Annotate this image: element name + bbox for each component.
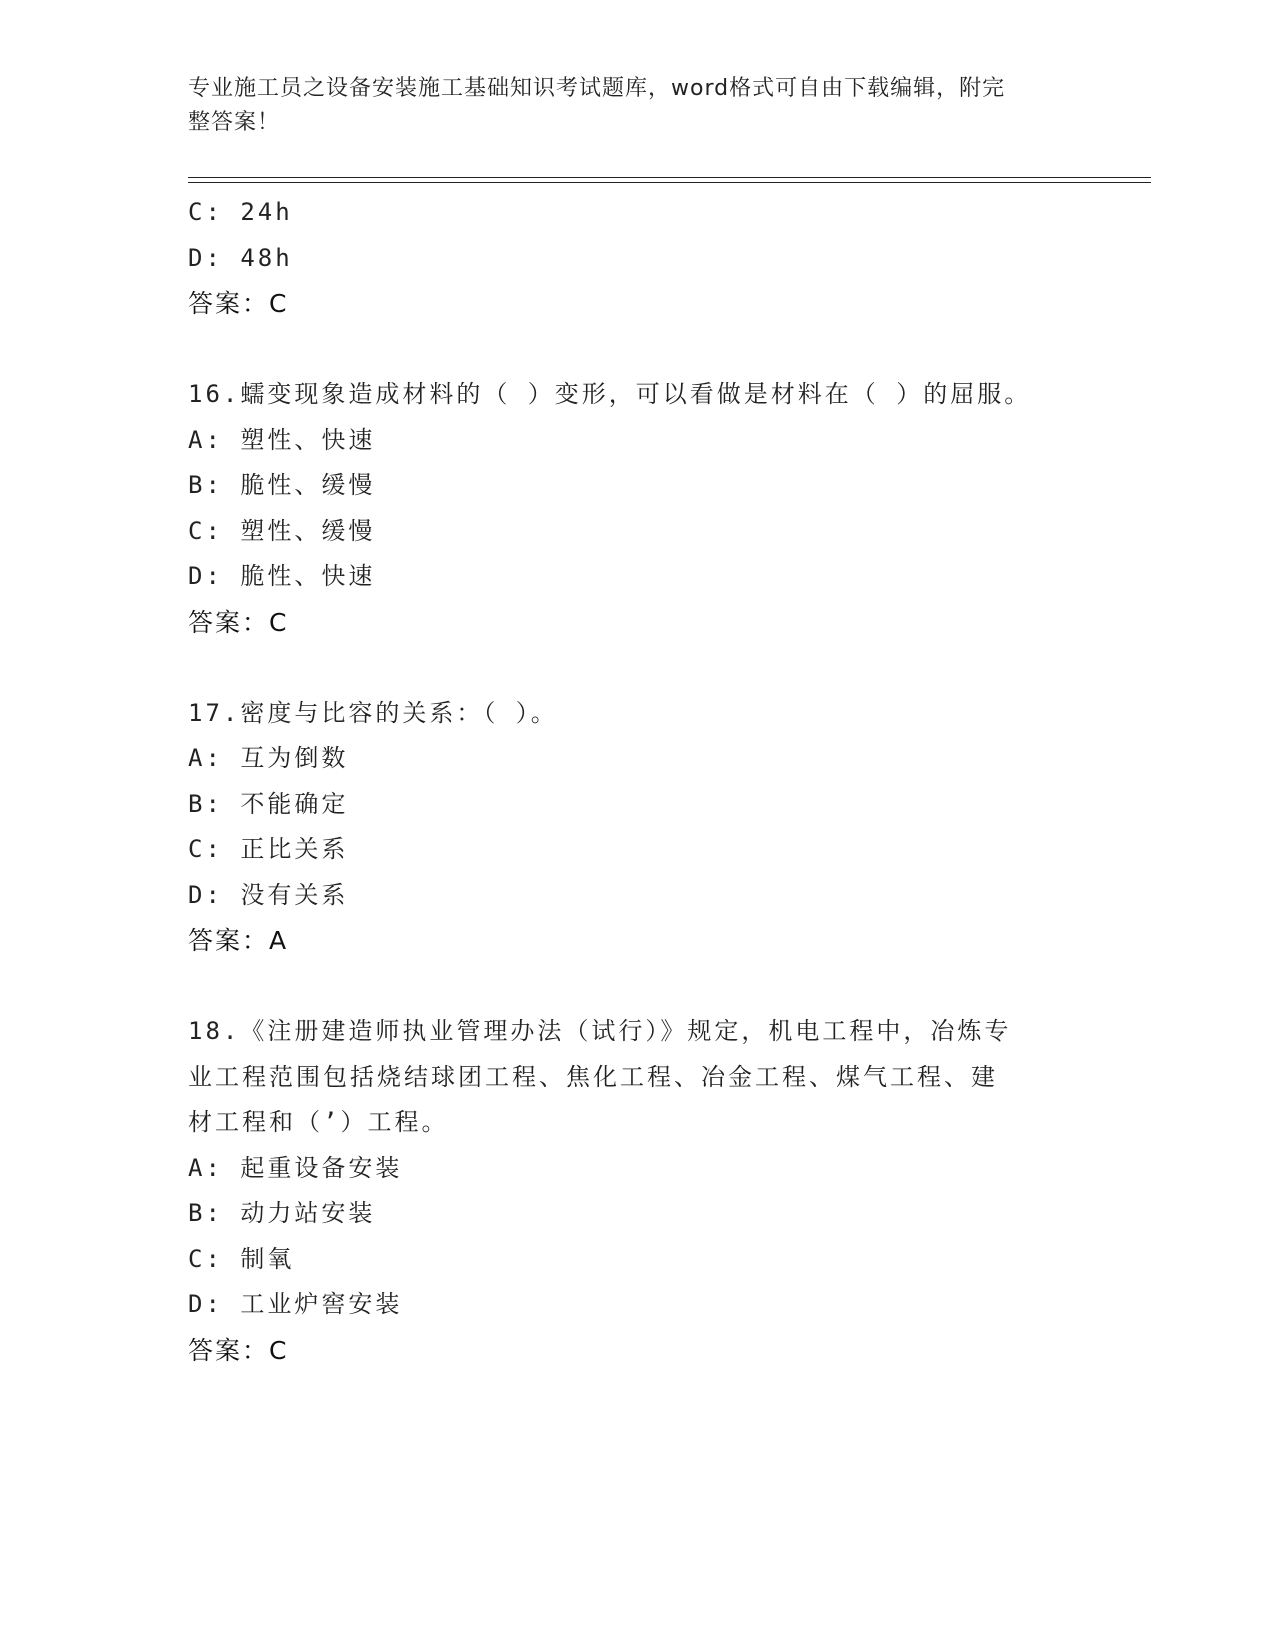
answer-label: 答案：C <box>188 607 289 637</box>
option-d: D: 没有关系 <box>188 880 349 909</box>
answer-label: 答案：C <box>188 289 289 318</box>
option-d: D: 工业炉窖安装 <box>188 1290 403 1318</box>
question-stem: 17.密度与比容的关系：（ ）。 <box>188 698 558 727</box>
question-18 <box>188 1009 1088 1373</box>
answer-label: 答案：A <box>188 926 289 955</box>
spacer <box>188 964 1088 1010</box>
option-a: A: 塑性、快速 <box>188 425 376 454</box>
header-divider-bottom <box>188 182 1151 183</box>
option-b: B: 动力站安装 <box>188 1199 376 1227</box>
question-stem-line-2: 业工程范围包括烧结球团工程、焦化工程、冶金工程、煤气工程、建 <box>188 1062 998 1091</box>
document-header <box>188 72 1068 140</box>
question-stem: 16.蠕变现象造成材料的（ ）变形，可以看做是材料在（ ）的屈服。 <box>188 380 1032 408</box>
document-body <box>188 190 1088 1373</box>
question-17 <box>188 691 1088 964</box>
option-a: A: 起重设备安装 <box>188 1153 403 1182</box>
option-d: D: 48h <box>188 243 293 272</box>
question-16 <box>188 372 1088 645</box>
option-c: C: 制氧 <box>188 1244 295 1273</box>
option-c: C: 塑性、缓慢 <box>188 516 376 545</box>
header-line-2: 整答案！ <box>188 110 281 135</box>
option-c: C: 24h <box>188 198 293 226</box>
question-15-continued <box>188 190 1088 327</box>
option-c: C: 正比关系 <box>188 835 349 863</box>
answer-label: 答案：C <box>188 1335 289 1365</box>
question-stem-line-3: 材工程和（’）工程。 <box>188 1108 449 1136</box>
question-stem-line-1: 18.《注册建造师执业管理办法（试行）》规定，机电工程中，冶炼专 <box>188 1017 1012 1045</box>
option-d: D: 脆性、快速 <box>188 562 376 590</box>
option-a: A: 互为倒数 <box>188 744 349 772</box>
option-b: B: 不能确定 <box>188 789 349 818</box>
spacer <box>188 327 1088 373</box>
header-divider-top <box>188 177 1151 178</box>
spacer <box>188 645 1088 691</box>
option-b: B: 脆性、缓慢 <box>188 471 376 499</box>
header-line-1: 专业施工员之设备安装施工基础知识考试题库，word格式可自由下载编辑，附完 <box>188 76 1006 101</box>
